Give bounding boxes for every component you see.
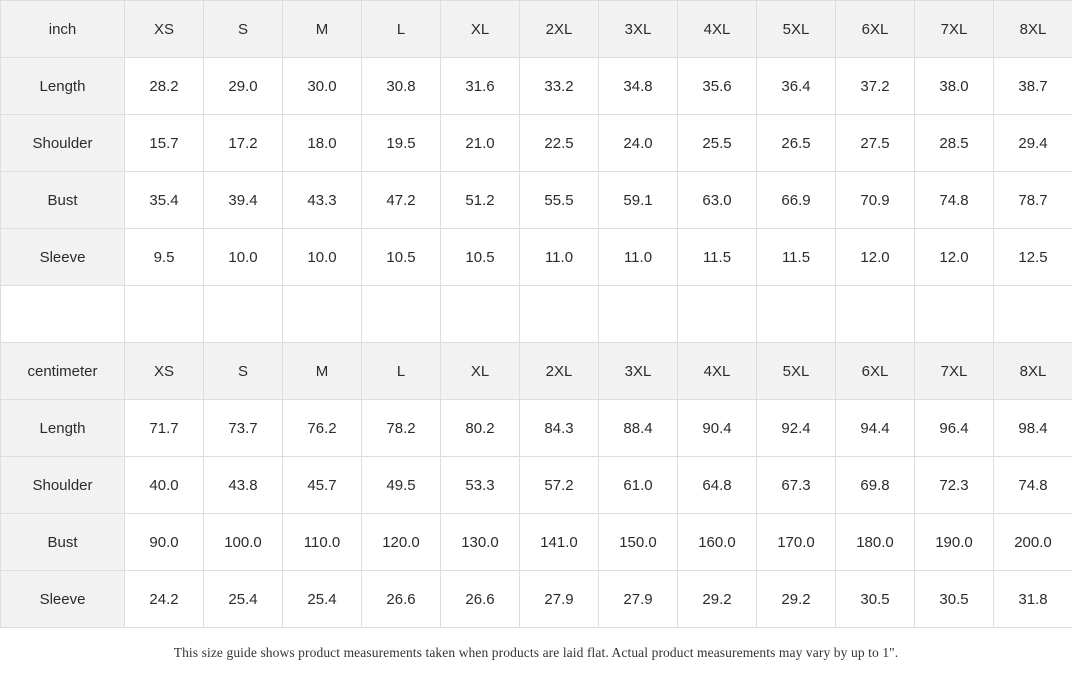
size-header-xs: XS — [125, 1, 204, 58]
cell-length-cm-3xl: 88.4 — [599, 400, 678, 457]
unit-label-centimeter: centimeter — [1, 343, 125, 400]
cell-sleeve-inch-5xl: 11.5 — [757, 229, 836, 286]
cell-bust-cm-xs: 90.0 — [125, 514, 204, 571]
cell-length-cm-2xl: 84.3 — [520, 400, 599, 457]
cell-shoulder-cm-l: 49.5 — [362, 457, 441, 514]
cell-sleeve-cm-s: 25.4 — [204, 571, 283, 628]
size-header-xl: XL — [441, 1, 520, 58]
cell-sleeve-cm-xs: 24.2 — [125, 571, 204, 628]
cell-shoulder-inch-8xl: 29.4 — [994, 115, 1072, 172]
cell-length-cm-xl: 80.2 — [441, 400, 520, 457]
cell-bust-inch-5xl: 66.9 — [757, 172, 836, 229]
cell-bust-cm-7xl: 190.0 — [915, 514, 994, 571]
size-header-cm-2xl: 2XL — [520, 343, 599, 400]
cell-bust-cm-m: 110.0 — [283, 514, 362, 571]
row-label-bust-inch: Bust — [1, 172, 125, 229]
size-header-cm-s: S — [204, 343, 283, 400]
cell-shoulder-inch-m: 18.0 — [283, 115, 362, 172]
size-header-2xl: 2XL — [520, 1, 599, 58]
cell-bust-inch-xs: 35.4 — [125, 172, 204, 229]
row-label-bust-cm: Bust — [1, 514, 125, 571]
cell-length-inch-m: 30.0 — [283, 58, 362, 115]
cell-sleeve-inch-xs: 9.5 — [125, 229, 204, 286]
cell-shoulder-inch-xl: 21.0 — [441, 115, 520, 172]
cell-bust-inch-6xl: 70.9 — [836, 172, 915, 229]
cell-shoulder-inch-5xl: 26.5 — [757, 115, 836, 172]
table-row — [1, 172, 1072, 229]
table-row — [1, 229, 1072, 286]
spacer-cell — [283, 286, 362, 343]
cell-sleeve-cm-m: 25.4 — [283, 571, 362, 628]
cell-sleeve-cm-l: 26.6 — [362, 571, 441, 628]
cell-shoulder-inch-3xl: 24.0 — [599, 115, 678, 172]
cell-bust-cm-8xl: 200.0 — [994, 514, 1072, 571]
cell-bust-inch-4xl: 63.0 — [678, 172, 757, 229]
cell-sleeve-inch-4xl: 11.5 — [678, 229, 757, 286]
row-label-sleeve-cm: Sleeve — [1, 571, 125, 628]
cell-sleeve-cm-3xl: 27.9 — [599, 571, 678, 628]
cell-bust-inch-7xl: 74.8 — [915, 172, 994, 229]
spacer-cell — [125, 286, 204, 343]
size-header-cm-3xl: 3XL — [599, 343, 678, 400]
cell-sleeve-inch-6xl: 12.0 — [836, 229, 915, 286]
size-header-4xl: 4XL — [678, 1, 757, 58]
size-header-cm-8xl: 8XL — [994, 343, 1072, 400]
cell-sleeve-inch-2xl: 11.0 — [520, 229, 599, 286]
size-header-cm-7xl: 7XL — [915, 343, 994, 400]
cell-sleeve-cm-7xl: 30.5 — [915, 571, 994, 628]
size-header-m: M — [283, 1, 362, 58]
cell-bust-cm-s: 100.0 — [204, 514, 283, 571]
cell-bust-cm-2xl: 141.0 — [520, 514, 599, 571]
size-header-s: S — [204, 1, 283, 58]
row-label-sleeve-inch: Sleeve — [1, 229, 125, 286]
table-row — [1, 58, 1072, 115]
cell-length-cm-s: 73.7 — [204, 400, 283, 457]
spacer-cell — [520, 286, 599, 343]
size-header-cm-6xl: 6XL — [836, 343, 915, 400]
cell-length-inch-4xl: 35.6 — [678, 58, 757, 115]
table-row — [1, 514, 1072, 571]
cell-sleeve-inch-m: 10.0 — [283, 229, 362, 286]
table-row — [1, 400, 1072, 457]
size-header-cm-5xl: 5XL — [757, 343, 836, 400]
cell-sleeve-cm-8xl: 31.8 — [994, 571, 1072, 628]
cell-shoulder-cm-xl: 53.3 — [441, 457, 520, 514]
cell-shoulder-cm-3xl: 61.0 — [599, 457, 678, 514]
cell-shoulder-cm-4xl: 64.8 — [678, 457, 757, 514]
cell-shoulder-inch-6xl: 27.5 — [836, 115, 915, 172]
size-header-cm-xs: XS — [125, 343, 204, 400]
size-header-6xl: 6XL — [836, 1, 915, 58]
size-header-7xl: 7XL — [915, 1, 994, 58]
cell-sleeve-inch-l: 10.5 — [362, 229, 441, 286]
cell-bust-cm-5xl: 170.0 — [757, 514, 836, 571]
cell-length-inch-xl: 31.6 — [441, 58, 520, 115]
cell-bust-cm-l: 120.0 — [362, 514, 441, 571]
cell-sleeve-cm-xl: 26.6 — [441, 571, 520, 628]
unit-label-inch: inch — [1, 1, 125, 58]
cell-shoulder-cm-8xl: 74.8 — [994, 457, 1072, 514]
cell-shoulder-cm-7xl: 72.3 — [915, 457, 994, 514]
cell-bust-inch-8xl: 78.7 — [994, 172, 1072, 229]
cell-bust-inch-xl: 51.2 — [441, 172, 520, 229]
cell-bust-inch-3xl: 59.1 — [599, 172, 678, 229]
table-row — [1, 571, 1072, 628]
cell-length-inch-xs: 28.2 — [125, 58, 204, 115]
spacer-cell — [204, 286, 283, 343]
spacer-cell — [915, 286, 994, 343]
cell-shoulder-cm-5xl: 67.3 — [757, 457, 836, 514]
cell-bust-cm-4xl: 160.0 — [678, 514, 757, 571]
cell-sleeve-inch-s: 10.0 — [204, 229, 283, 286]
cell-sleeve-inch-xl: 10.5 — [441, 229, 520, 286]
cell-bust-inch-2xl: 55.5 — [520, 172, 599, 229]
cell-length-cm-8xl: 98.4 — [994, 400, 1072, 457]
cell-sleeve-inch-3xl: 11.0 — [599, 229, 678, 286]
cell-shoulder-inch-xs: 15.7 — [125, 115, 204, 172]
cell-length-inch-5xl: 36.4 — [757, 58, 836, 115]
cell-sleeve-cm-2xl: 27.9 — [520, 571, 599, 628]
cell-length-cm-l: 78.2 — [362, 400, 441, 457]
cell-sleeve-inch-7xl: 12.0 — [915, 229, 994, 286]
spacer-cell — [1, 286, 125, 343]
size-header-8xl: 8XL — [994, 1, 1072, 58]
cell-length-inch-s: 29.0 — [204, 58, 283, 115]
cell-length-inch-6xl: 37.2 — [836, 58, 915, 115]
cell-sleeve-inch-8xl: 12.5 — [994, 229, 1072, 286]
spacer-cell — [362, 286, 441, 343]
spacer-cell — [441, 286, 520, 343]
cell-shoulder-cm-6xl: 69.8 — [836, 457, 915, 514]
cell-length-inch-l: 30.8 — [362, 58, 441, 115]
row-label-length-inch: Length — [1, 58, 125, 115]
cell-shoulder-inch-2xl: 22.5 — [520, 115, 599, 172]
cell-length-inch-8xl: 38.7 — [994, 58, 1072, 115]
cell-length-cm-5xl: 92.4 — [757, 400, 836, 457]
cell-sleeve-cm-4xl: 29.2 — [678, 571, 757, 628]
table-header-row-inch — [1, 1, 1072, 58]
size-header-cm-l: L — [362, 343, 441, 400]
cell-shoulder-inch-s: 17.2 — [204, 115, 283, 172]
cell-shoulder-cm-s: 43.8 — [204, 457, 283, 514]
row-label-shoulder-inch: Shoulder — [1, 115, 125, 172]
cell-length-cm-7xl: 96.4 — [915, 400, 994, 457]
cell-sleeve-cm-5xl: 29.2 — [757, 571, 836, 628]
cell-bust-cm-xl: 130.0 — [441, 514, 520, 571]
cell-length-cm-4xl: 90.4 — [678, 400, 757, 457]
size-header-cm-xl: XL — [441, 343, 520, 400]
cell-sleeve-cm-6xl: 30.5 — [836, 571, 915, 628]
cell-length-cm-m: 76.2 — [283, 400, 362, 457]
table-row — [1, 457, 1072, 514]
spacer-cell — [678, 286, 757, 343]
cell-shoulder-cm-xs: 40.0 — [125, 457, 204, 514]
cell-length-cm-xs: 71.7 — [125, 400, 204, 457]
cell-bust-inch-s: 39.4 — [204, 172, 283, 229]
cell-length-inch-7xl: 38.0 — [915, 58, 994, 115]
size-header-3xl: 3XL — [599, 1, 678, 58]
cell-length-inch-3xl: 34.8 — [599, 58, 678, 115]
spacer-cell — [836, 286, 915, 343]
table-header-row-centimeter — [1, 343, 1072, 400]
spacer-cell — [994, 286, 1072, 343]
cell-bust-cm-6xl: 180.0 — [836, 514, 915, 571]
size-header-cm-4xl: 4XL — [678, 343, 757, 400]
cell-bust-inch-l: 47.2 — [362, 172, 441, 229]
size-header-cm-m: M — [283, 343, 362, 400]
cell-length-cm-6xl: 94.4 — [836, 400, 915, 457]
cell-shoulder-cm-m: 45.7 — [283, 457, 362, 514]
cell-shoulder-inch-4xl: 25.5 — [678, 115, 757, 172]
row-label-length-cm: Length — [1, 400, 125, 457]
cell-shoulder-cm-2xl: 57.2 — [520, 457, 599, 514]
size-guide-footnote: This size guide shows product measurements taken when products are laid flat. Actual product measurements may vary by up to 1". — [173, 645, 899, 660]
size-header-5xl: 5XL — [757, 1, 836, 58]
cell-shoulder-inch-l: 19.5 — [362, 115, 441, 172]
spacer-cell — [599, 286, 678, 343]
table-row — [1, 115, 1072, 172]
row-label-shoulder-cm: Shoulder — [1, 457, 125, 514]
table-spacer-row — [1, 286, 1072, 343]
cell-length-inch-2xl: 33.2 — [520, 58, 599, 115]
spacer-cell — [757, 286, 836, 343]
cell-bust-cm-3xl: 150.0 — [599, 514, 678, 571]
cell-bust-inch-m: 43.3 — [283, 172, 362, 229]
cell-shoulder-inch-7xl: 28.5 — [915, 115, 994, 172]
size-header-l: L — [362, 1, 441, 58]
